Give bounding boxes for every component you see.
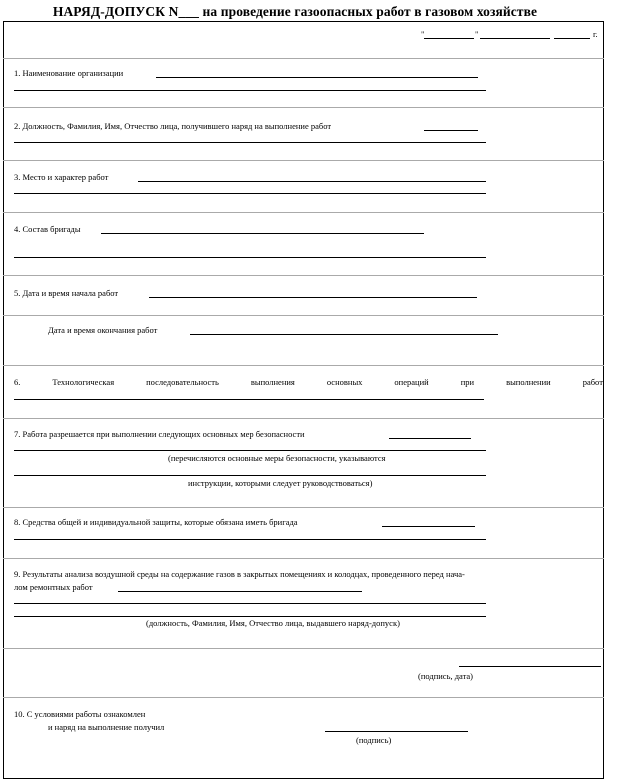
item-8-label: 8. Средства общей и индивидуальной защиты, которые обязана иметь бригада <box>14 517 298 527</box>
item-1-field[interactable] <box>156 77 478 78</box>
item-7-field[interactable] <box>389 438 471 439</box>
date-day-field[interactable] <box>424 38 474 39</box>
item-10-signature-field[interactable] <box>325 731 468 732</box>
item-9-label-line1: 9. Результаты анализа воздушной среды на содержание газов в закрытых помещениях и колодцах, проведенного перед нача- <box>14 569 465 579</box>
row-separator <box>3 648 604 649</box>
date-year-label: г. <box>593 29 598 39</box>
item-9-field-line2[interactable] <box>14 603 486 604</box>
row-separator <box>3 275 604 276</box>
date-quote-close: " <box>475 29 479 39</box>
row-separator <box>3 507 604 508</box>
row-separator <box>3 558 604 559</box>
item-8-field-line2[interactable] <box>14 539 486 540</box>
item-5-label: 5. Дата и время начала работ <box>14 288 119 298</box>
item-7-field-line3[interactable] <box>14 475 486 476</box>
row-separator <box>3 160 604 161</box>
item-7-note-1: (перечисляются основные меры безопасности, указываются <box>168 453 386 463</box>
date-quote-open: " <box>421 29 425 39</box>
item-6-word: операций <box>394 377 429 387</box>
item-9-field-line3[interactable] <box>14 616 486 617</box>
date-year-field[interactable] <box>554 38 590 39</box>
item-6-word: последовательность <box>146 377 219 387</box>
row-separator <box>3 697 604 698</box>
item-6-word: 6. <box>14 377 21 387</box>
row-separator <box>3 418 604 419</box>
item-5b-label: Дата и время окончания работ <box>48 325 158 335</box>
item-5b-field[interactable] <box>190 334 498 335</box>
item-3-field-line2[interactable] <box>14 193 486 194</box>
row-separator <box>3 365 604 366</box>
item-7-field-line2[interactable] <box>14 450 486 451</box>
item-6-field[interactable] <box>14 399 484 400</box>
item-5-field[interactable] <box>149 297 477 298</box>
item-2-label: 2. Должность, Фамилия, Имя, Отчество лица, получившего наряд на выполнение работ <box>14 121 332 131</box>
item-4-field[interactable] <box>101 233 424 234</box>
item-2-field-line2[interactable] <box>14 142 486 143</box>
item-7-label: 7. Работа разрешается при выполнении следующих основных мер безопасности <box>14 429 305 439</box>
item-10-label-line1: 10. С условиями работы ознакомлен <box>14 709 146 719</box>
item-6-word: основных <box>326 377 363 387</box>
item-1-field-line2[interactable] <box>14 90 486 91</box>
document-title: НАРЯД-ДОПУСК N___ на проведение газоопасных работ в газовом хозяйстве <box>52 4 538 19</box>
row-separator <box>3 212 604 213</box>
row-separator <box>3 315 604 316</box>
item-6-word: при <box>460 377 475 387</box>
item-2-field[interactable] <box>424 130 478 131</box>
row-separator <box>3 58 604 59</box>
item-6-word: работ <box>582 377 603 387</box>
date-month-field[interactable] <box>480 38 550 39</box>
item-3-field[interactable] <box>138 181 486 182</box>
signature-date-field[interactable] <box>459 666 601 667</box>
item-1-label: 1. Наименование организации <box>14 68 124 78</box>
item-9-note: (должность, Фамилия, Имя, Отчество лица, выдавшего наряд-допуск) <box>146 618 400 628</box>
item-6-word: выполнения <box>250 377 295 387</box>
item-4-field-line2[interactable] <box>14 257 486 258</box>
item-10-label-line2: и наряд на выполнение получил <box>48 722 165 732</box>
item-9-label-line2: лом ремонтных работ <box>14 582 93 592</box>
item-9-field[interactable] <box>118 591 362 592</box>
item-6-label <box>14 377 603 387</box>
item-3-label: 3. Место и характер работ <box>14 172 109 182</box>
item-4-label: 4. Состав бригады <box>14 224 81 234</box>
row-separator <box>3 107 604 108</box>
item-6-word: выполнении <box>506 377 551 387</box>
signature-caption: (подпись) <box>356 735 392 745</box>
item-6-word: Технологическая <box>52 377 115 387</box>
item-7-note-2: инструкции, которыми следует руководствоваться) <box>188 478 373 488</box>
item-8-field[interactable] <box>382 526 475 527</box>
signature-date-caption: (подпись, дата) <box>418 671 474 681</box>
